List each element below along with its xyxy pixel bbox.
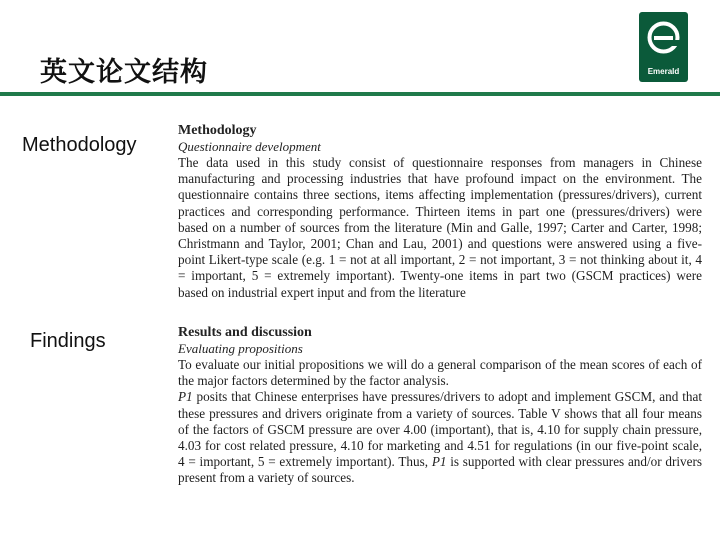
logo-text: Emerald <box>647 67 680 76</box>
proposition-ref: P1 <box>431 454 447 470</box>
proposition-ref: P1 <box>178 389 193 405</box>
findings-paragraph-2 <box>178 389 702 486</box>
methodology-subheading: Questionnaire development <box>178 139 321 154</box>
methodology-heading: Methodology <box>178 123 257 138</box>
methodology-excerpt <box>178 123 702 301</box>
findings-subheading: Evaluating propositions <box>178 341 303 356</box>
findings-paragraph-1: To evaluate our initial propositions we will do a general comparison of the mean scores of each of the major factors determined by the factor analysis. <box>178 357 702 389</box>
findings-heading: Results and discussion <box>178 325 312 340</box>
methodology-label: Methodology <box>22 134 137 156</box>
findings-paragraph-2-text-a: posits that Chinese enterprises have pressures/drivers to adopt and implement GSCM, and that these pressures and drivers originate from a variety of sources. Table V shows that all four means of the factors of GSCM pressure are over 4.00 (important), that is, 4.10 for supply chain pressure, 4.03 for cost related pressure, 4.10 for marketing and 4.51 for regulations (in our five-point scale, 4 = important, 5 = extremely important). Thus, <box>178 389 702 470</box>
findings-paragraph-2-text-b: is supported with clear pressures and/or drivers present from a variety of sources. <box>178 454 703 486</box>
findings-excerpt <box>178 325 702 487</box>
emerald-logo <box>639 12 688 82</box>
findings-label: Findings <box>30 330 106 352</box>
title-divider <box>0 92 720 96</box>
emerald-e-icon <box>646 20 681 55</box>
methodology-paragraph: The data used in this study consist of questionnaire responses from managers in Chinese manufacturing and processing industries that have profound impact on the environment. The questionnaire contains three sections, items affecting implementation (pressures/drivers), current practices and corresponding performance. Thirteen items in part one (pressures/drivers) were based on a number of sources from the literature (Min and Galle, 1997; Carter and Carter, 1998; Christmann and Taylor, 2001; Chan and Lau, 2001) and questions were answered using a five-point Likert-type scale (e.g. 1 = not at all important, 2 = not important, 3 = not thinking about it, 4 = important, 5 = extremely important). Twenty-one items in part two (GSCM practices) were based on industrial expert input and from the literature <box>178 155 702 300</box>
slide-title: 英文论文结构 <box>40 57 208 88</box>
